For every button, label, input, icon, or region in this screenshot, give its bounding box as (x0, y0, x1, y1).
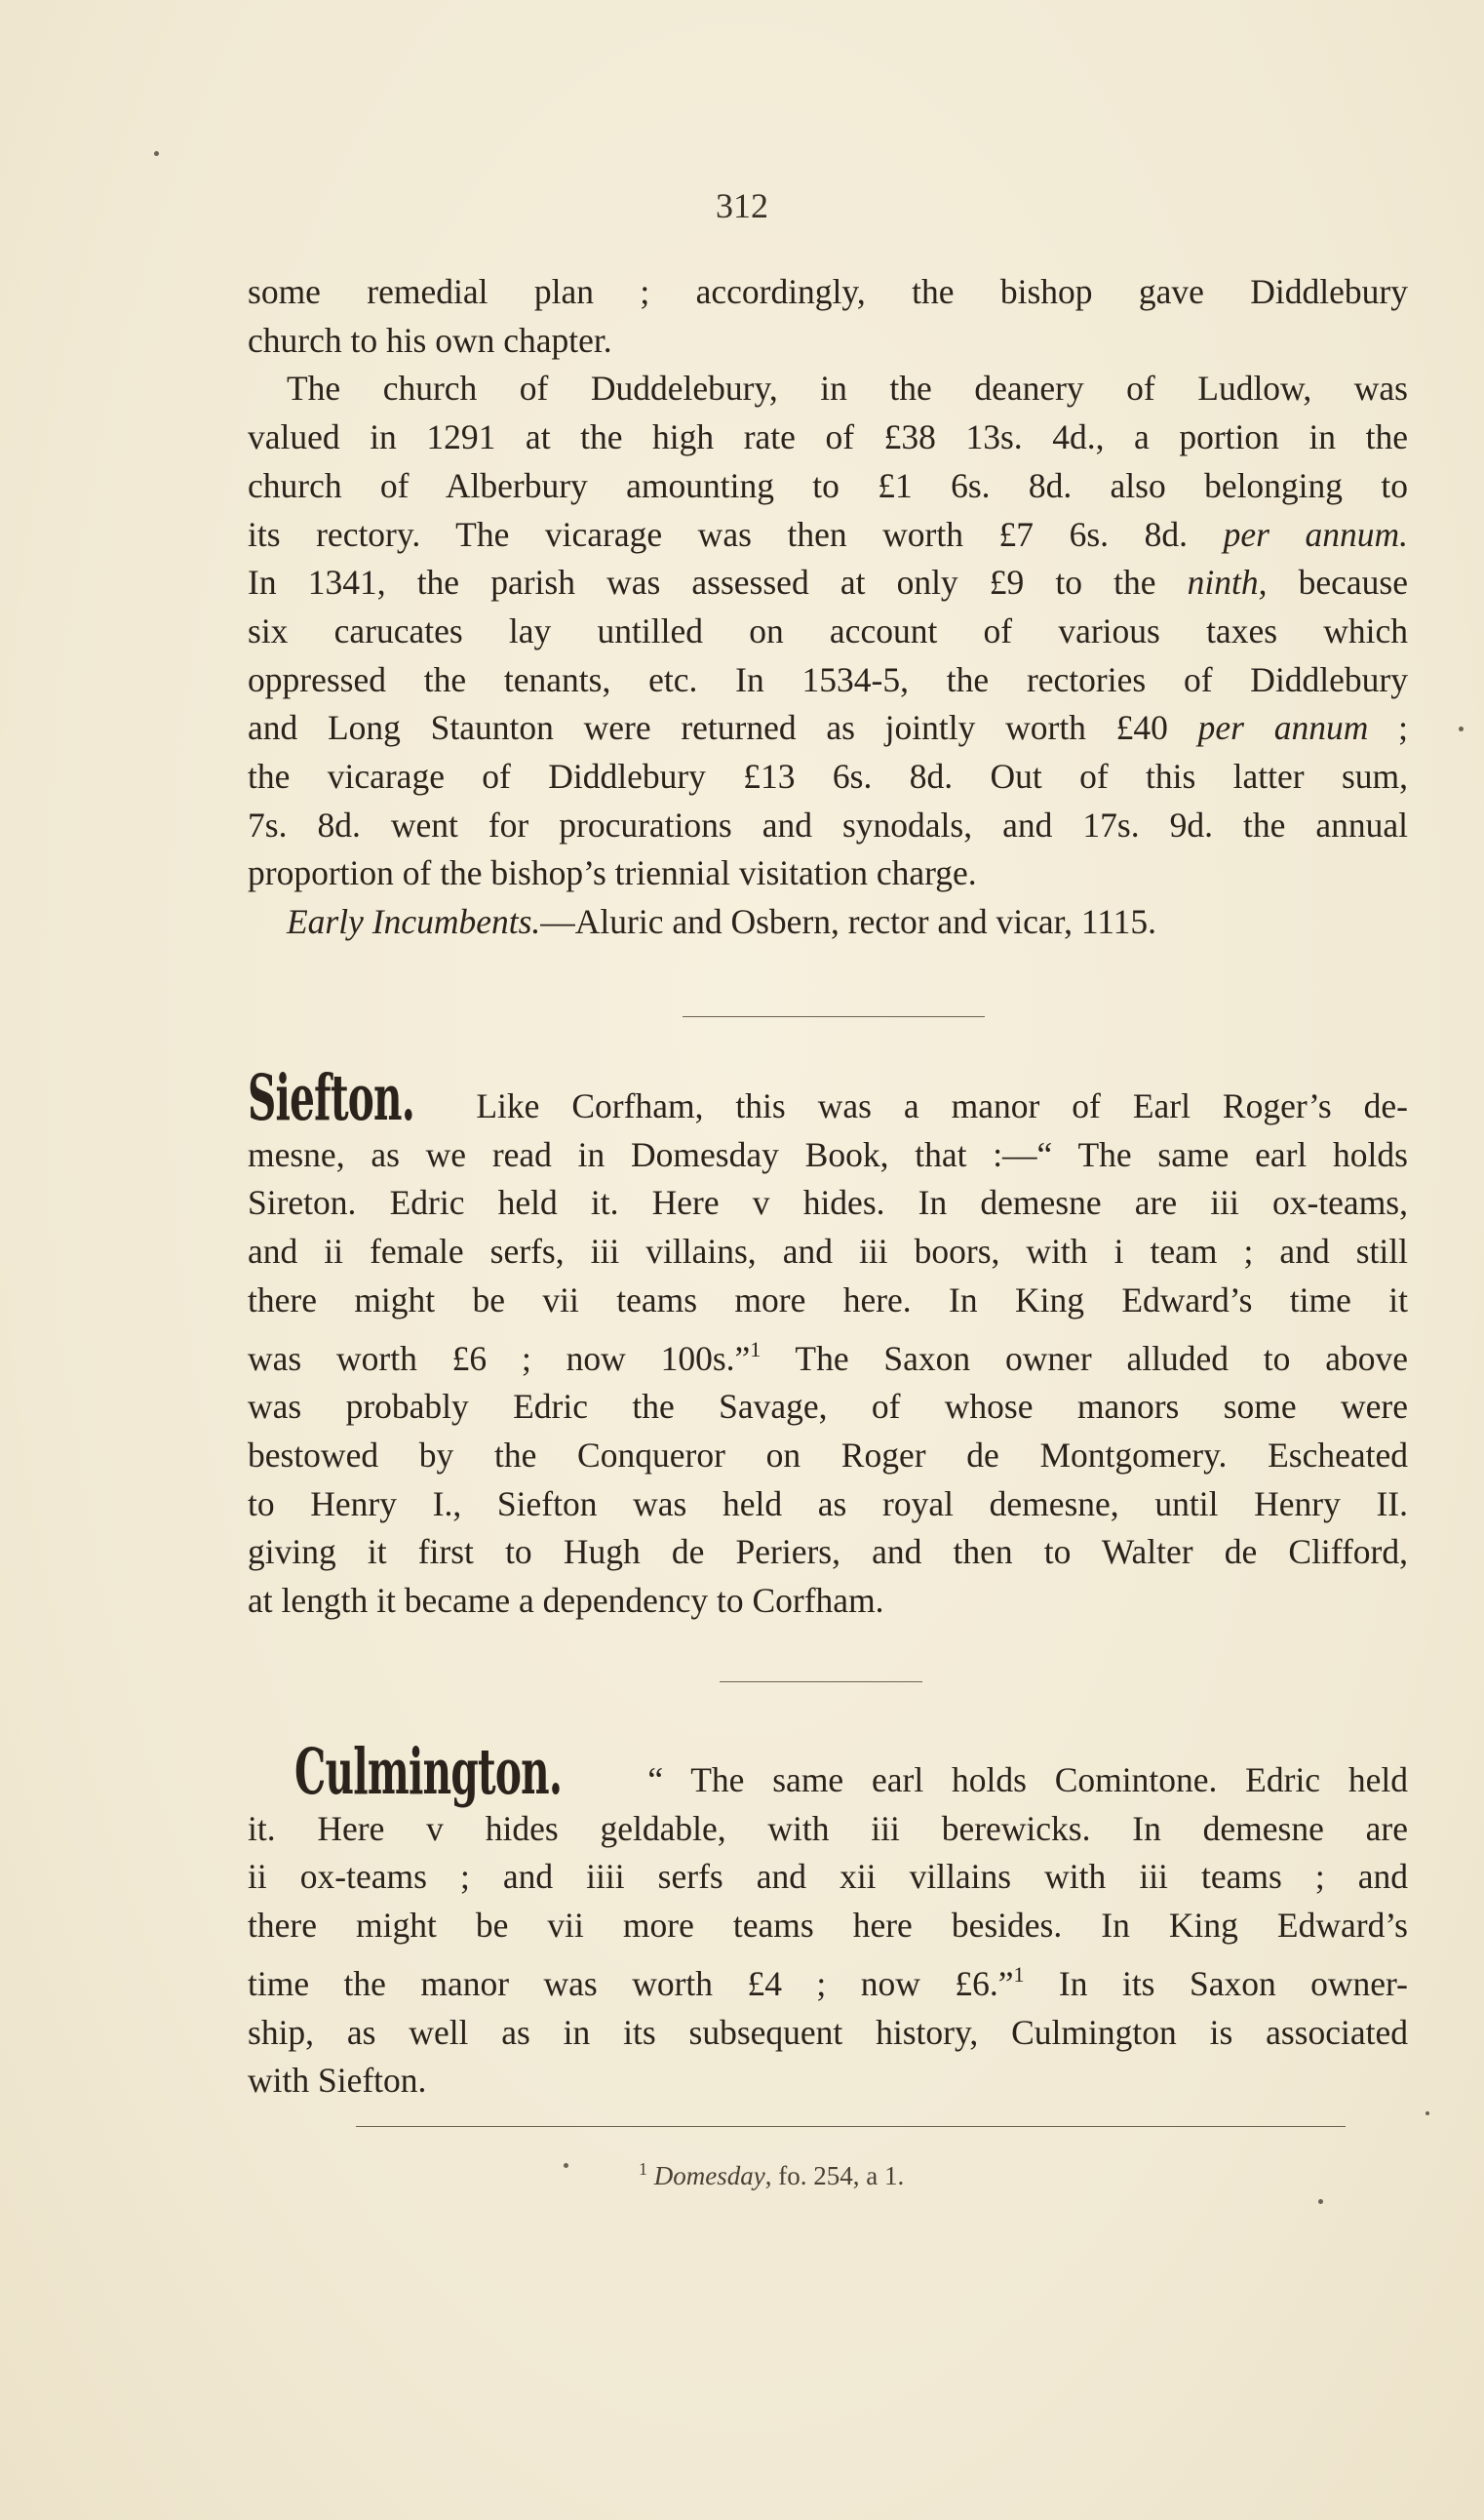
text-line: church of Alberbury amounting to £1 6s. 8d. also belonging to (248, 465, 1408, 505)
text-line: was probably Edric the Savage, of whose manors some were (248, 1387, 1408, 1427)
text-line: it. Here v hides geldable, with iii berewicks. In demesne are (248, 1808, 1408, 1848)
text-run: “ The same earl holds Comintone. Edric held (619, 1760, 1408, 1799)
text-run: The Saxon owner alluded to above (761, 1338, 1408, 1378)
text-run: was worth £6 ; now 100s.” (248, 1338, 751, 1378)
text-line (248, 704, 1408, 753)
text-line: proportion of the bishop’s triennial visitation charge. (248, 853, 977, 893)
text-line: the vicarage of Diddlebury £13 6s. 8d. Out of this latter sum, (248, 757, 1408, 797)
text-line: there might be vii teams more here. In King Edward’s time it (248, 1280, 1408, 1319)
footnote (639, 2159, 904, 2191)
section-culmington (248, 1735, 1408, 2106)
text-line: some remedial plan ; accordingly, the bishop gave Diddlebury (248, 272, 1408, 311)
paper-speck (1425, 2111, 1429, 2115)
text-run: time the manor was worth £4 ; now £6.” (248, 1963, 1014, 2003)
text-line: 7s. 8d. went for procurations and synodals, and 17s. 9d. the annual (248, 805, 1408, 845)
text-line (248, 559, 1408, 608)
text-run: because (1267, 563, 1408, 603)
text-run: ; (1368, 708, 1408, 748)
text-line: six carucates lay untilled on account of various taxes which (248, 610, 1408, 650)
footnote-rule (356, 2126, 1346, 2127)
paper-speck (1459, 727, 1464, 731)
paper-speck (1318, 2199, 1323, 2204)
section-heading: Culmington. (294, 1735, 563, 1810)
text-line (248, 1325, 1408, 1384)
section-divider (683, 1016, 985, 1017)
section-divider (720, 1681, 922, 1682)
page-number: 312 (716, 186, 768, 225)
section-heading: Siefton. (248, 1061, 415, 1136)
footnote-marker: 1 (1013, 1961, 1025, 1987)
section-siefton (248, 1061, 1408, 1626)
text-line: ship, as well as in its subsequent history, Culmington is associated (248, 2012, 1408, 2052)
text-line: church to his own chapter. (248, 320, 612, 360)
text-run: its rectory. The vicarage was then worth £7 6s. 8d. (248, 514, 1224, 554)
text-line: oppressed the tenants, etc. In 1534-5, the rectories of Diddlebury (248, 659, 1408, 699)
text-run: —Aluric and Osbern, rector and vicar, 1115. (540, 902, 1157, 942)
footnote-reference: , fo. 254, a 1. (764, 2161, 905, 2190)
text-line (248, 1061, 1408, 1136)
italic-run: per annum (1197, 708, 1369, 748)
paper-speck (154, 151, 159, 156)
italic-run: per annum. (1223, 514, 1409, 554)
text-line (248, 1735, 1408, 1810)
text-run: In 1341, the parish was assessed at only £9 to the (248, 563, 1188, 603)
text-line: ii ox-teams ; and iiii serfs and xii villains with iii teams ; and (248, 1857, 1408, 1897)
text-run: Like Corfham, this was a manor of Earl Roger’s de- (444, 1086, 1408, 1125)
text-line (248, 1950, 1408, 2009)
footnote-source: Domesday (653, 2161, 765, 2190)
text-line: there might be vii more teams here besides. In King Edward’s (248, 1906, 1408, 1946)
text-line: and ii female serfs, iii villains, and iii boors, with i team ; and still (248, 1232, 1408, 1272)
text-line: to Henry I., Siefton was held as royal demesne, until Henry II. (248, 1483, 1408, 1523)
text-line: mesne, as we read in Domesday Book, that :—“ The same earl holds (248, 1134, 1408, 1174)
italic-run: ninth, (1187, 563, 1268, 603)
paper-speck (564, 2163, 568, 2168)
text-line: Sireton. Edric held it. Here v hides. In demesne are iii ox-teams, (248, 1183, 1408, 1223)
footnote-marker: 1 (639, 2159, 647, 2179)
text-line: valued in 1291 at the high rate of £38 13s. 4d., a portion in the (248, 417, 1408, 457)
text-line: The church of Duddelebury, in the deanery of Ludlow, was (287, 369, 1408, 409)
footnote-marker: 1 (750, 1336, 762, 1361)
text-run: and Long Staunton were returned as jointly worth £40 (248, 708, 1198, 748)
text-line (248, 511, 1408, 560)
text-line (248, 898, 1408, 947)
text-line: giving it first to Hugh de Periers, and then to Walter de Clifford, (248, 1532, 1408, 1572)
text-line: with Siefton. (248, 2061, 427, 2101)
text-line: at length it became a dependency to Corfham. (248, 1581, 884, 1621)
text-run: In its Saxon owner- (1024, 1963, 1408, 2003)
section-diddlebury (248, 268, 1408, 947)
italic-run: Early Incumbents. (287, 902, 541, 942)
text-line: bestowed by the Conqueror on Roger de Montgomery. Escheated (248, 1435, 1408, 1475)
